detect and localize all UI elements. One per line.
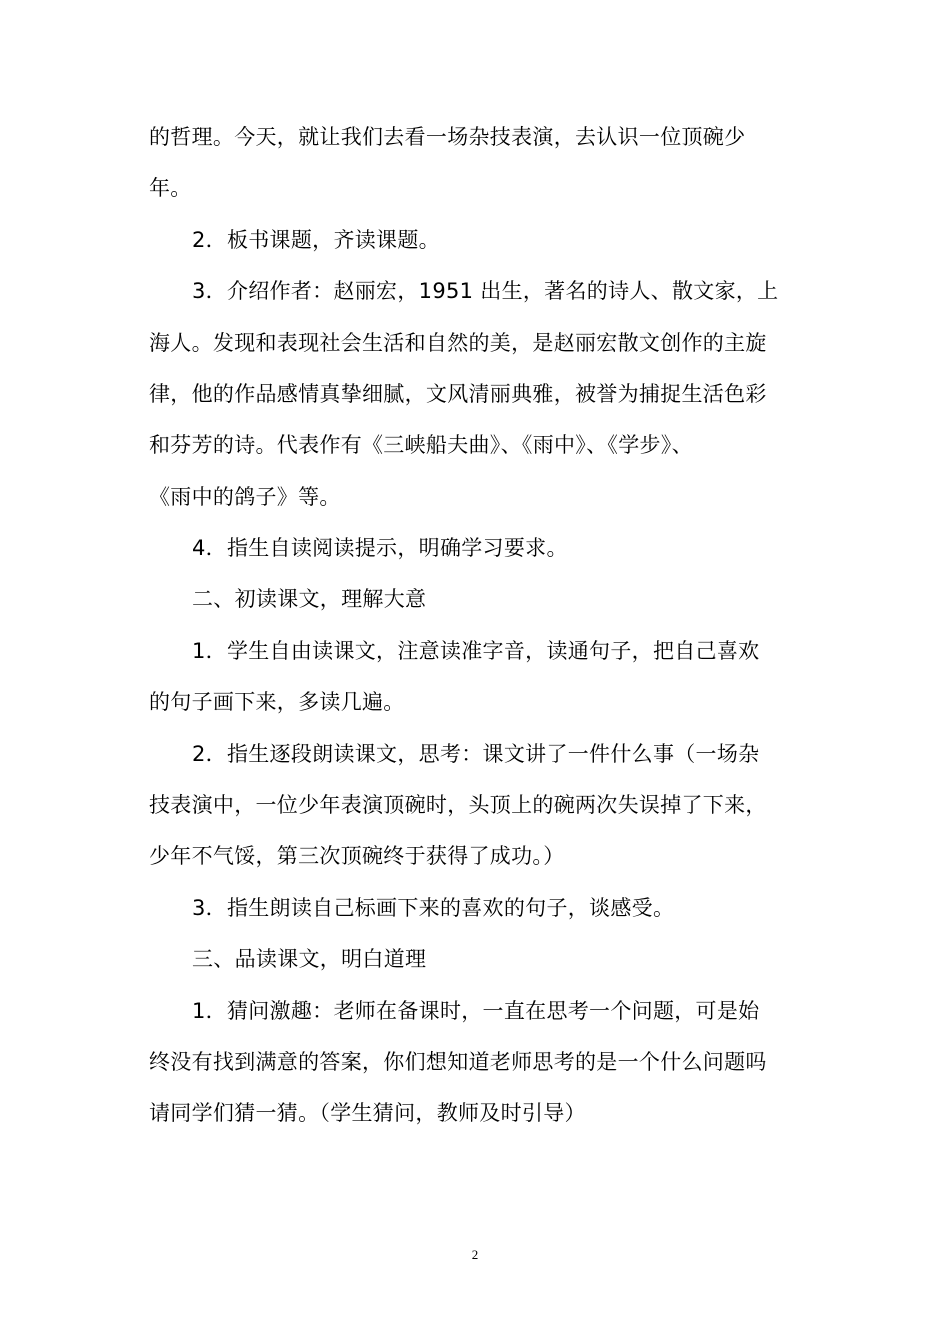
text-line: 请同学们猜一猜。（学生猜问，教师及时引导） [149, 1101, 586, 1125]
section-heading: 三、品读课文，明白道理 [192, 947, 427, 971]
text-line: 2．指生逐段朗读课文，思考：课文讲了一件什么事（一场杂 [192, 742, 760, 766]
text-line: 的句子画下来，多读几遍。 [149, 690, 405, 714]
text-line: 年。 [149, 176, 192, 200]
text-line: 4．指生自读阅读提示，明确学习要求。 [192, 536, 568, 560]
text-line: 1．学生自由读课文，注意读准字音，读通句子，把自己喜欢 [192, 639, 760, 663]
text-line: 技表演中，一位少年表演顶碗时，头顶上的碗两次失误掉了下来， [149, 793, 767, 817]
section-heading: 二、初读课文，理解大意 [192, 587, 427, 611]
text-line: 和芬芳的诗。代表作有《三峡船夫曲》、《雨中》、《学步》、 [149, 433, 693, 457]
text-line: 1．猜问激趣：老师在备课时，一直在思考一个问题，可是始 [192, 999, 760, 1023]
text-line: 3．指生朗读自己标画下来的喜欢的句子，谈感受。 [192, 896, 675, 920]
text-line: 少年不气馁，第三次顶碗终于获得了成功。） [149, 844, 565, 868]
text-line: 律，他的作品感情真挚细腻，文风清丽典雅，被誉为捕捉生活色彩 [149, 382, 767, 406]
text-line: 《雨中的鸽子》等。 [149, 485, 341, 509]
text-line: 3．介绍作者：赵丽宏，1951 出生，著名的诗人、散文家，上 [192, 279, 779, 303]
text-line: 终没有找到满意的答案，你们想知道老师思考的是一个什么问题吗 [149, 1050, 767, 1074]
text-line: 的哲理。今天，就让我们去看一场杂技表演，去认识一位顶碗少 [149, 125, 746, 149]
page-number: 2 [471, 1247, 479, 1262]
text-line: 2．板书课题，齐读课题。 [192, 228, 440, 252]
text-line: 海人。发现和表现社会生活和自然的美，是赵丽宏散文创作的主旋 [149, 331, 767, 355]
